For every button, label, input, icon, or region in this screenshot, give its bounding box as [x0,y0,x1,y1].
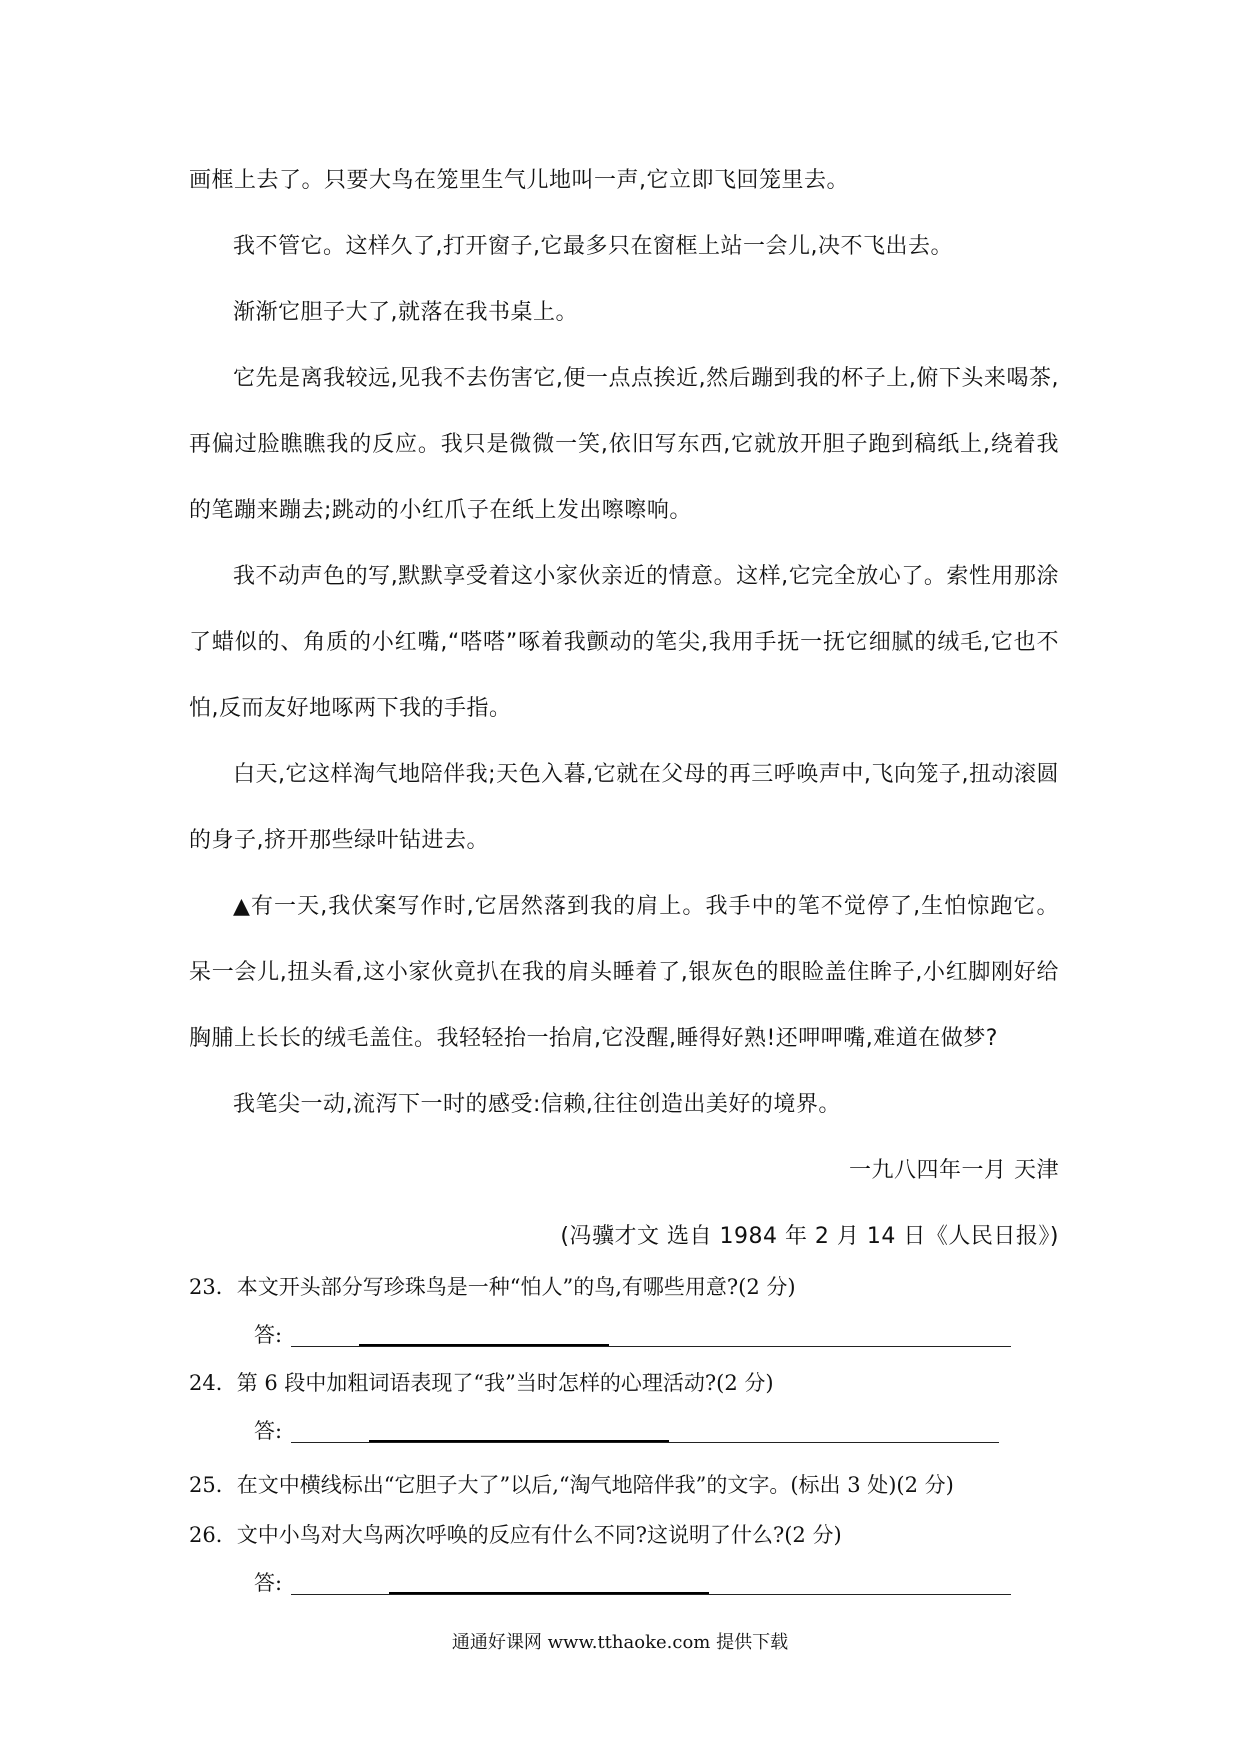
question-23: 23．本文开头部分写珍珠鸟是一种“怕人”的鸟,有哪些用意?(2 分) [189,1275,796,1299]
answer-label: 答: [254,1323,283,1347]
answer-label: 答: [254,1571,283,1595]
question-26: 26．文中小鸟对大鸟两次呼唤的反应有什么不同?这说明了什么?(2 分) [189,1523,842,1547]
essay-paragraph: 我不动声色的写,默默享受着这小家伙亲近的情意。这样,它完全放心了。索性用那涂了蜡似的、角质的小红嘴,“嗒嗒”啄着我颤动的笔尖,我用手抚一抚它细腻的绒毛,它也不怕,反而友好地啄两下我的手指。 [189,564,1059,721]
essay-paragraph: ▲有一天,我伏案写作时,它居然落到我的肩上。我手中的笔不觉停了,生怕惊跑它。呆一会儿,扭头看,这小家伙竟扒在我的肩头睡着了,银灰色的眼睑盖住眸子,小红脚刚好给胸脯上长长的绒毛盖住。我轻轻抬一抬肩,它没醒,睡得好熟!还呷呷嘴,难道在做梦? [189,894,1059,1051]
essay-body [189,148,1059,1270]
answer-area-26[interactable] [189,1560,1089,1606]
download-footer: 通通好课网 www.tthaoke.com 提供下载 [451,1632,789,1653]
essay-paragraph: 渐渐它胆子大了,就落在我书桌上。 [233,300,578,325]
essay-paragraph: 我笔尖一动,流泻下一时的感受:信赖,往往创造出美好的境界。 [233,1092,841,1117]
essay-paragraph: 白天,它这样淘气地陪伴我;天色入暮,它就在父母的再三呼唤声中,飞向笼子,扭动滚圆的身子,挤开那些绿叶钻进去。 [189,762,1059,853]
answer-label: 答: [254,1419,283,1443]
answer-line [291,1442,999,1443]
essay-paragraph: 画框上去了。只要大鸟在笼里生气儿地叫一声,它立即飞回笼里去。 [189,168,849,193]
questions-section [189,1262,1089,1606]
answer-line-bold [369,1440,669,1442]
question-24: 24．第 6 段中加粗词语表现了“我”当时怎样的心理活动?(2 分) [189,1371,774,1395]
date-place: 一九八四年一月 天津 [849,1158,1059,1183]
source-citation: (冯骥才文 选自 1984 年 2 月 14 日《人民日报》) [560,1224,1059,1249]
essay-paragraph: 它先是离我较远,见我不去伤害它,便一点点挨近,然后蹦到我的杯子上,俯下头来喝茶,再偏过脸瞧瞧我的反应。我只是微微一笑,依旧写东西,它就放开胆子跑到稿纸上,绕着我的笔蹦来蹦去;跳动的小红爪子在纸上发出嚓嚓响。 [189,366,1059,523]
answer-line [291,1346,1011,1347]
answer-area-24[interactable] [189,1408,1089,1454]
question-25: 25．在文中横线标出“它胆子大了”以后,“淘气地陪伴我”的文字。(标出 3 处)(2 分) [189,1473,954,1497]
answer-line [291,1594,1011,1595]
answer-area-23[interactable] [189,1312,1089,1358]
essay-paragraph: 我不管它。这样久了,打开窗子,它最多只在窗框上站一会儿,决不飞出去。 [233,234,953,259]
answer-line-bold [359,1344,609,1346]
answer-line-bold [389,1592,709,1594]
